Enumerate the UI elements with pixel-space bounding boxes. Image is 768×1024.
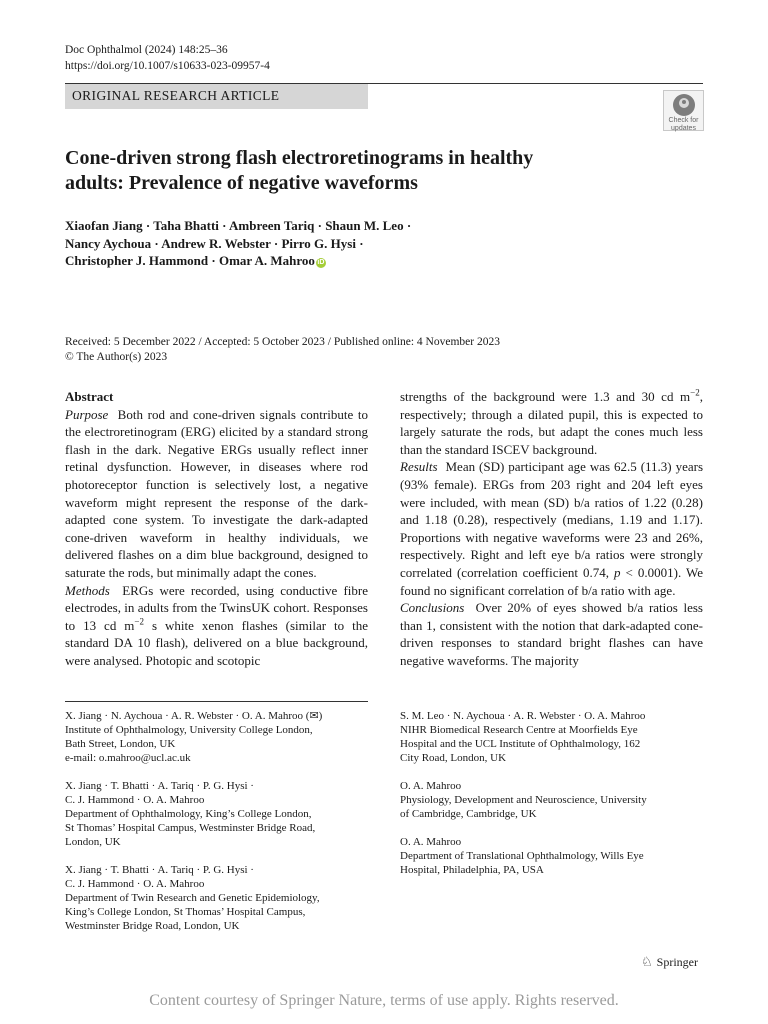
affiliation-line: C. J. Hammond · O. A. Mahroo <box>65 878 205 890</box>
affiliation-line: Institute of Ophthalmology, University College London, <box>65 724 313 736</box>
affiliation-block <box>400 779 703 821</box>
affiliation-line: Department of Translational Ophthalmology, Wills Eye <box>400 850 644 862</box>
results-text-a: Mean (SD) participant age was 62.5 (11.3) years (93% female). ERGs from 203 right and 204 left eyes were included, with mean (SD) b/a ratios of 1.22 (0.28) and 1.18 (0.28), respectively (medians, 1.19 and 1.17). Proportions with negative waveforms were 23 and 26%, respectively. Right and left eye b/a ratios were strongly correlated (correlation coefficient 0.74, <box>400 459 704 580</box>
courtesy-watermark: Content courtesy of Springer Nature, terms of use apply. Rights reserved. <box>149 992 619 1009</box>
conclusions-text: Over 20% of eyes showed b/a ratios less than 1, consistent with the notion that dark-adapted cone-driven responses to standard bright flashes can have negative waveforms. The majority <box>400 600 703 668</box>
abstract-methods <box>65 582 368 670</box>
affiliation-block <box>400 709 703 765</box>
check-for-updates-button[interactable] <box>663 90 704 131</box>
abstract-heading: Abstract <box>65 389 114 404</box>
affiliation-block <box>65 863 375 933</box>
corresponding-email[interactable]: e-mail: o.mahroo@ucl.ac.uk <box>65 752 191 764</box>
authors-line-3: Christopher J. Hammond · Omar A. Mahroo <box>65 253 315 268</box>
affiliation-line: C. J. Hammond · O. A. Mahroo <box>65 794 205 806</box>
purpose-label: Purpose <box>65 406 109 422</box>
check-updates-label-2: updates <box>671 124 696 132</box>
article-type-badge: ORIGINAL RESEARCH ARTICLE <box>65 84 368 109</box>
history-dates: Received: 5 December 2022 / Accepted: 5 October 2023 / Published online: 4 November 2023 <box>65 336 500 348</box>
affiliation-line: Bath Street, London, UK <box>65 738 176 750</box>
affiliation-line: Hospital and the UCL Institute of Ophthalmology, 162 <box>400 738 641 750</box>
affiliation-line: City Road, London, UK <box>400 752 507 764</box>
abstract-purpose <box>65 406 368 582</box>
affiliation-line: St Thomas’ Hospital Campus, Westminster Bridge Road, <box>65 822 316 834</box>
article-title <box>65 146 685 196</box>
continued-superscript: −2 <box>690 387 700 398</box>
affiliation-block <box>400 835 703 877</box>
affiliations-left <box>65 709 375 947</box>
authors-line-1: Xiaofan Jiang · Taha Bhatti · Ambreen Tariq · Shaun M. Leo · <box>65 218 412 233</box>
journal-citation: Doc Ophthalmol (2024) 148:25–36 <box>65 44 228 56</box>
affiliation-line: X. Jiang · N. Aychoua · A. R. Webster · O. A. Mahroo (✉) <box>65 710 323 722</box>
continued-text-b: , respectively; through a dilated pupil, this is expected to largely saturate the rods, but adapt the cones much less than the standard ISCEV background. <box>400 389 703 457</box>
methods-text-a: ERGs were recorded, using conductive fibre electrodes, in adults from the TwinsUK cohort. Responses to 13 cd m <box>65 582 369 633</box>
doi-link[interactable]: https://doi.org/10.1007/s10633-023-09957-4 <box>65 60 270 72</box>
affiliation-block <box>65 709 375 765</box>
affiliation-line: Department of Ophthalmology, King’s College London, <box>65 808 312 820</box>
check-updates-icon <box>673 94 695 116</box>
abstract-results <box>400 458 703 599</box>
affiliation-line: of Cambridge, Cambridge, UK <box>400 808 537 820</box>
publisher-name: Springer <box>656 955 698 969</box>
results-text-b: < 0.0001). We found no significant correlation of b/a ratio with age. <box>400 564 703 598</box>
affiliation-line: Hospital, Philadelphia, PA, USA <box>400 864 544 876</box>
affiliation-line: X. Jiang · T. Bhatti · A. Tariq · P. G. Hysi · <box>65 864 254 876</box>
orcid-icon[interactable]: iD <box>317 259 325 266</box>
springer-logo <box>641 955 698 970</box>
affiliation-line: NIHR Biomedical Research Centre at Moorfields Eye <box>400 724 638 736</box>
check-updates-label-1: Check for <box>668 117 699 124</box>
results-p-symbol: p <box>614 564 621 580</box>
author-list <box>65 217 685 270</box>
title-line-1: Cone-driven strong flash electroretinograms in healthy <box>65 147 534 169</box>
publication-dates <box>65 335 500 365</box>
authors-line-2: Nancy Aychoua · Andrew R. Webster · Pirro G. Hysi · <box>65 235 364 251</box>
affiliation-line: Westminster Bridge Road, London, UK <box>65 920 240 932</box>
affiliation-line: Department of Twin Research and Genetic Epidemiology, <box>65 892 320 904</box>
abstract-methods-continued <box>400 388 703 458</box>
affiliation-line: S. M. Leo · N. Aychoua · A. R. Webster · O. A. Mahroo <box>400 710 646 722</box>
purpose-text: Both rod and cone-driven signals contribute to the electroretinogram (ERG) elicited by a standard strong flash in the dark. Negative ERGs usually reflect inner retinal dysfunction. However, in diseases where rod photoreceptor function is selectively lost, a negative waveform might represent the response of the dark-adapted cone system. To investigate the dark-adapted cone-driven waveform in healthy individuals, we delivered flashes on a dim blue background, designed to saturate the rods, but minimally adapt the cones. <box>65 406 369 580</box>
affiliation-line: O. A. Mahroo <box>400 836 462 848</box>
springer-horse-icon: ♘ <box>641 955 653 970</box>
copyright-notice: © The Author(s) 2023 <box>65 351 168 363</box>
affiliation-line: O. A. Mahroo <box>400 780 462 792</box>
affiliations-right <box>400 709 703 891</box>
affiliation-line: London, UK <box>65 836 121 848</box>
abstract-conclusions <box>400 599 703 669</box>
methods-superscript: −2 <box>134 616 144 627</box>
continued-text-a: strengths of the background were 1.3 and 30 cd m <box>400 389 691 404</box>
methods-label: Methods <box>65 582 110 598</box>
methods-text-b: s white xenon flashes (similar to the standard DA 10 flash), delivered on a blue background, were analysed. Photopic and scotopic <box>65 617 368 668</box>
abstract-right-column <box>400 388 703 670</box>
conclusions-label: Conclusions <box>400 600 465 616</box>
affiliation-line: Physiology, Development and Neuroscience, University <box>400 794 647 806</box>
results-label: Results <box>400 459 438 475</box>
abstract-left-column <box>65 388 368 670</box>
title-line-2: adults: Prevalence of negative waveforms <box>65 172 418 194</box>
affiliation-line: King’s College London, St Thomas’ Hospital Campus, <box>65 906 306 918</box>
affiliation-block <box>65 779 375 849</box>
affiliation-line: X. Jiang · T. Bhatti · A. Tariq · P. G. Hysi · <box>65 780 254 792</box>
affiliations-rule <box>65 701 368 702</box>
